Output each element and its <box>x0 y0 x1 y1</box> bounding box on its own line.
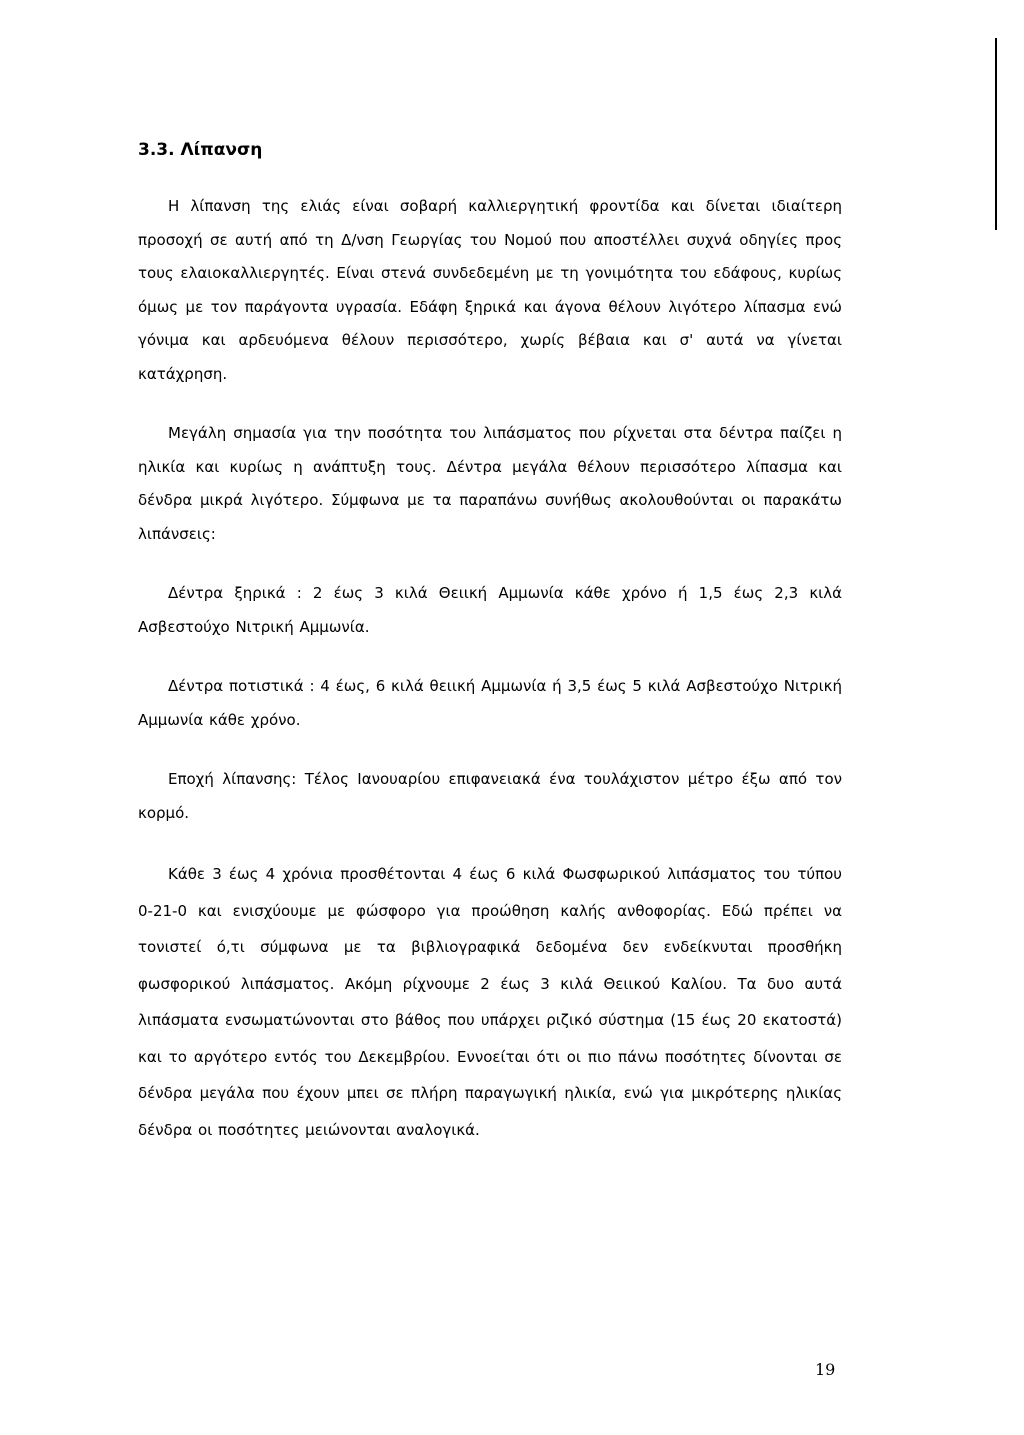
paragraph-phosphorus-potassium: Κάθε 3 έως 4 χρόνια προσθέτονται 4 έως 6 κιλά Φωσφωρικού λιπάσματος του τύπου 0-21-0 και ενισχύουμε με φώσφορο για προώθηση καλής ανθοφορίας. Εδώ πρέπει να τονιστεί ό,τι σύμφωνα με τα βιβλιογραφικά δεδομένα δεν ενδείκνυται προσθήκη φωσφορικού λιπάσματος. Ακόμη ρίχνουμε 2 έως 3 κιλά Θειικού Καλίου. Τα δυο αυτά λιπάσματα ενσωματώνονται στο βάθος που υπάρχει ριζικό σύστημα (15 έως 20 εκατοστά) και το αργότερο εντός του Δεκεμβρίου. Εννοείται ότι οι πιο πάνω ποσότητες δίνονται σε δένδρα μεγάλα που έχουν μπει σε πλήρη παραγωγική ηλικία, ενώ για μικρότερης ηλικίας δένδρα οι ποσότητες μειώνονται αναλογικά. <box>138 865 842 1139</box>
paragraph-intro: Η λίπανση της ελιάς είναι σοβαρή καλλιεργητική φροντίδα και δίνεται ιδιαίτερη προσοχή σε αυτή από τη Δ/νση Γεωργίας του Νομού που αποστέλλει συχνά οδηγίες προς τους ελαιοκαλλιεργητές. Είναι στενά συνδεδεμένη με τη γονιμότητα του εδάφους, κυρίως όμως με τον παράγοντα υγρασία. Εδάφη ξηρικά και άγονα θέλουν λιγότερο λίπασμα ενώ γόνιμα και αρδευόμενα θέλουν περισσότερο, χωρίς βέβαια και σ' αυτά να γίνεται κατάχρηση. <box>138 197 842 383</box>
body-text <box>138 190 842 1148</box>
paragraph-tree-age: Μεγάλη σημασία για την ποσότητα του λιπάσματος που ρίχνεται στα δέντρα παίζει η ηλικία και κυρίως η ανάπτυξη τους. Δέντρα μεγάλα θέλουν περισσότερο λίπασμα και δένδρα μικρά λιγότερο. Σύμφωνα με τα παραπάνω συνήθως ακολουθούνται οι παρακάτω λιπάνσεις: <box>138 424 842 543</box>
page-number: 19 <box>815 1360 836 1379</box>
paragraph-dry-trees: Δέντρα ξηρικά : 2 έως 3 κιλά Θειική Αμμωνία κάθε χρόνο ή 1,5 έως 2,3 κιλά Ασβεστούχο Νιτρική Αμμωνία. <box>138 584 842 636</box>
page-edge-rule <box>995 38 997 230</box>
paragraph-irrigated-trees: Δέντρα ποτιστικά : 4 έως, 6 κιλά θειική Αμμωνία ή 3,5 έως 5 κιλά Ασβεστούχο Νιτρική Αμμωνία κάθε χρόνο. <box>138 677 842 729</box>
paragraph-fertilizing-season: Εποχή λίπανσης: Τέλος Ιανουαρίου επιφανειακά ένα τουλάχιστον μέτρο έξω από τον κορμό. <box>138 770 842 822</box>
section-heading: 3.3. Λίπανση <box>138 140 263 160</box>
